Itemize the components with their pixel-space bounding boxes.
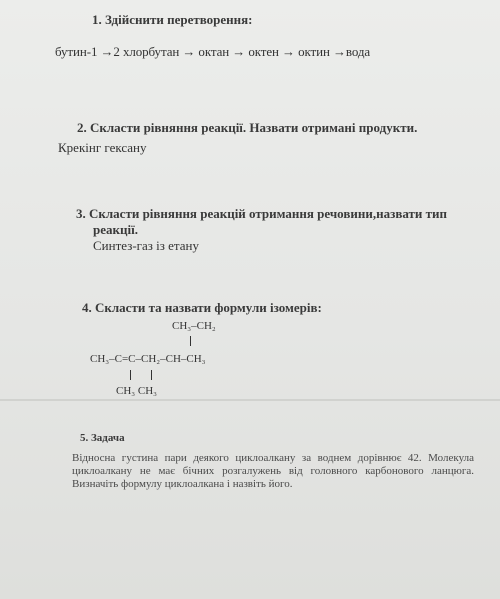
formula-main-chain: CH₃–C=C–CH₂–CH–CH₃ — [90, 353, 206, 365]
task3-text: Синтез-газ із етану — [93, 238, 199, 253]
paper-fold — [0, 399, 500, 401]
task5-problem-text: Відносна густина пари деякого циклоалкану за воднем дорівнює 42. Молекула циклоалкану не має бічних розгалужень від головного карбонового ланцюга. Визначіть формулу циклоалкана і назвіть його. — [72, 452, 474, 490]
formula-bond-top — [190, 336, 191, 346]
formula-bottom-branches: CH₃ CH₃ — [116, 385, 157, 397]
formula-bond-bottom-right — [151, 370, 152, 380]
task3-heading-line2: реакції. — [93, 222, 138, 237]
task2-text: Крекінг гексану — [58, 140, 147, 155]
task4-heading: 4. Скласти та назвати формули ізомерів: — [82, 300, 322, 315]
task3-heading-line1: 3. Скласти рівняння реакцій отримання речовини,назвати тип — [76, 206, 447, 221]
formula-top-branch: CH₃–CH₂ — [172, 320, 216, 332]
task1-chain: бутин-1 →2 хлорбутан → октан → октен → октин →вода — [55, 44, 371, 59]
task2-heading: 2. Скласти рівняння реакції. Назвати отримані продукти. — [77, 120, 418, 135]
formula-bond-bottom-left — [130, 370, 131, 380]
task1-heading: 1. Здійснити перетворення: — [92, 12, 253, 27]
task5-heading: 5. Задача — [80, 432, 125, 444]
